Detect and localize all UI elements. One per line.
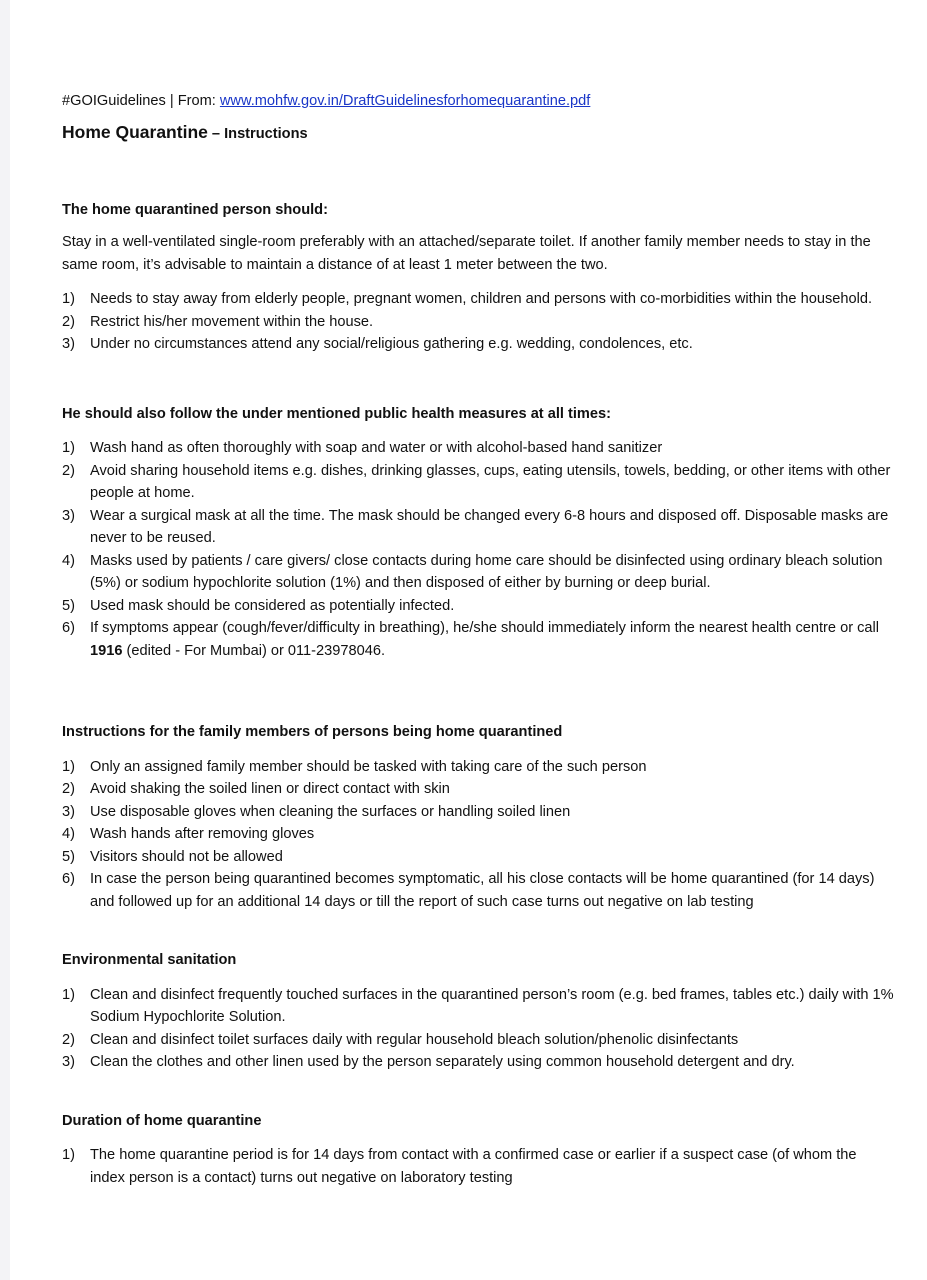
list-number: 2) (62, 1031, 75, 1048)
public-health-list (62, 437, 894, 662)
list-item (62, 1029, 894, 1052)
list-item (62, 460, 894, 505)
list-text: Under no circumstances attend any social/religious gathering e.g. wedding, condolences, etc. (90, 336, 693, 352)
list-text: Restrict his/her movement within the house. (90, 313, 374, 330)
list-item (62, 778, 894, 801)
document-body (62, 90, 894, 1189)
list-item (62, 288, 894, 311)
list-text-part: If symptoms appear (cough/fever/difficulty in breathing), he/she should immediately inform the nearest health centre or call (90, 620, 880, 636)
list-number: 3) (62, 803, 75, 820)
list-text: Needs to stay away from elderly people, pregnant women, children and persons with co-morbidities within the household. (90, 291, 872, 307)
helpline-number: 1916 (90, 642, 123, 659)
list-text: Used mask should be considered as potentially infected. (90, 597, 455, 614)
list-number: 6) (62, 620, 75, 636)
list-number: 2) (62, 781, 75, 797)
list-number: 2) (62, 462, 75, 479)
list-item (62, 801, 894, 824)
list-item (62, 595, 894, 618)
list-item (62, 437, 894, 460)
list-text (90, 620, 879, 659)
source-tag: #GOIGuidelines | From: (62, 93, 220, 109)
quarantined-person-list (62, 288, 894, 356)
list-number: 6) (62, 871, 75, 887)
list-number: 1) (62, 291, 75, 307)
list-text: The home quarantine period is for 14 days from contact with a confirmed case or earlier if a suspect case (of whom the index person is a contact) turns out negative on laboratory testing (90, 1147, 857, 1186)
list-text: Avoid sharing household items e.g. dishes, drinking glasses, cups, eating utensils, towels, bedding, or other items with other people at home. (90, 462, 891, 501)
list-number: 3) (62, 336, 75, 352)
list-item (62, 868, 894, 913)
list-text: Avoid shaking the soiled linen or direct contact with skin (90, 781, 450, 797)
list-text: Use disposable gloves when cleaning the surfaces or handling soiled linen (90, 803, 571, 820)
section-heading-environmental-sanitation: Environmental sanitation (62, 952, 237, 968)
list-item (62, 333, 894, 356)
list-number: 5) (62, 848, 75, 865)
list-text: Visitors should not be allowed (90, 848, 283, 865)
list-item (62, 1051, 894, 1074)
list-text-part: (edited - For Mumbai) or 011-23978046. (122, 642, 386, 659)
document-page (10, 0, 927, 1280)
list-item (62, 617, 894, 662)
list-item (62, 756, 894, 779)
environmental-sanitation-list (62, 984, 894, 1074)
list-item (62, 311, 894, 334)
list-number: 4) (62, 552, 75, 569)
list-number: 3) (62, 1054, 75, 1070)
section-heading-public-health: He should also follow the under mentioned public health measures at all times: (62, 405, 611, 422)
list-text: In case the person being quarantined becomes symptomatic, all his close contacts will be home quarantined (for 14 days) and followed up for an additional 14 days or till the report of such case turns out negative on lab testing (90, 871, 875, 910)
list-text: Clean the clothes and other linen used by the person separately using common household detergent and dry. (90, 1054, 795, 1070)
list-number: 5) (62, 597, 75, 614)
list-number: 1) (62, 1147, 75, 1163)
list-number: 4) (62, 826, 75, 842)
list-text: Wash hand as often thoroughly with soap and water or with alcohol-based hand sanitizer (90, 440, 663, 456)
list-number: 1) (62, 986, 75, 1003)
list-text: Only an assigned family member should be tasked with taking care of the such person (90, 758, 647, 775)
duration-list (62, 1144, 894, 1189)
list-text: Clean and disinfect frequently touched surfaces in the quarantined person’s room (e.g. bed frames, tables etc.) daily with 1% Sodium Hypochlorite Solution. (90, 986, 894, 1025)
list-number: 3) (62, 507, 75, 524)
section-intro: Stay in a well-ventilated single-room preferably with an attached/separate toilet. If another family member needs to stay in the same room, it’s advisable to maintain a distance of at least 1 meter between the two. (62, 234, 871, 273)
list-number: 1) (62, 440, 75, 456)
list-item (62, 984, 894, 1029)
list-text: Wear a surgical mask at all the time. The mask should be changed every 6-8 hours and disposed off. Disposable masks are never to be reused. (90, 507, 889, 546)
section-heading-duration: Duration of home quarantine (62, 1112, 262, 1129)
section-heading-quarantined-person: The home quarantined person should: (62, 201, 328, 218)
list-item (62, 823, 894, 846)
list-item (62, 505, 894, 550)
source-link[interactable]: www.mohfw.gov.in/DraftGuidelinesforhomequarantine.pdf (219, 93, 591, 109)
list-number: 2) (62, 313, 75, 330)
list-number: 1) (62, 758, 75, 775)
section-heading-family-members: Instructions for the family members of persons being home quarantined (62, 724, 563, 740)
list-item (62, 846, 894, 869)
page-title (62, 119, 894, 147)
title-main: Home Quarantine (62, 121, 208, 142)
title-sub: – Instructions (207, 125, 308, 142)
list-text: Clean and disinfect toilet surfaces daily with regular household bleach solution/phenolic disinfectants (90, 1031, 739, 1048)
source-line (62, 90, 894, 113)
list-item (62, 1144, 894, 1189)
family-members-list (62, 756, 894, 914)
list-item (62, 550, 894, 595)
list-text: Masks used by patients / care givers/ close contacts during home care should be disinfected using ordinary bleach solution (5%) or sodium hypochlorite solution (1%) and then disposed of either by burning or deep burial. (90, 552, 883, 591)
list-text: Wash hands after removing gloves (90, 826, 315, 842)
